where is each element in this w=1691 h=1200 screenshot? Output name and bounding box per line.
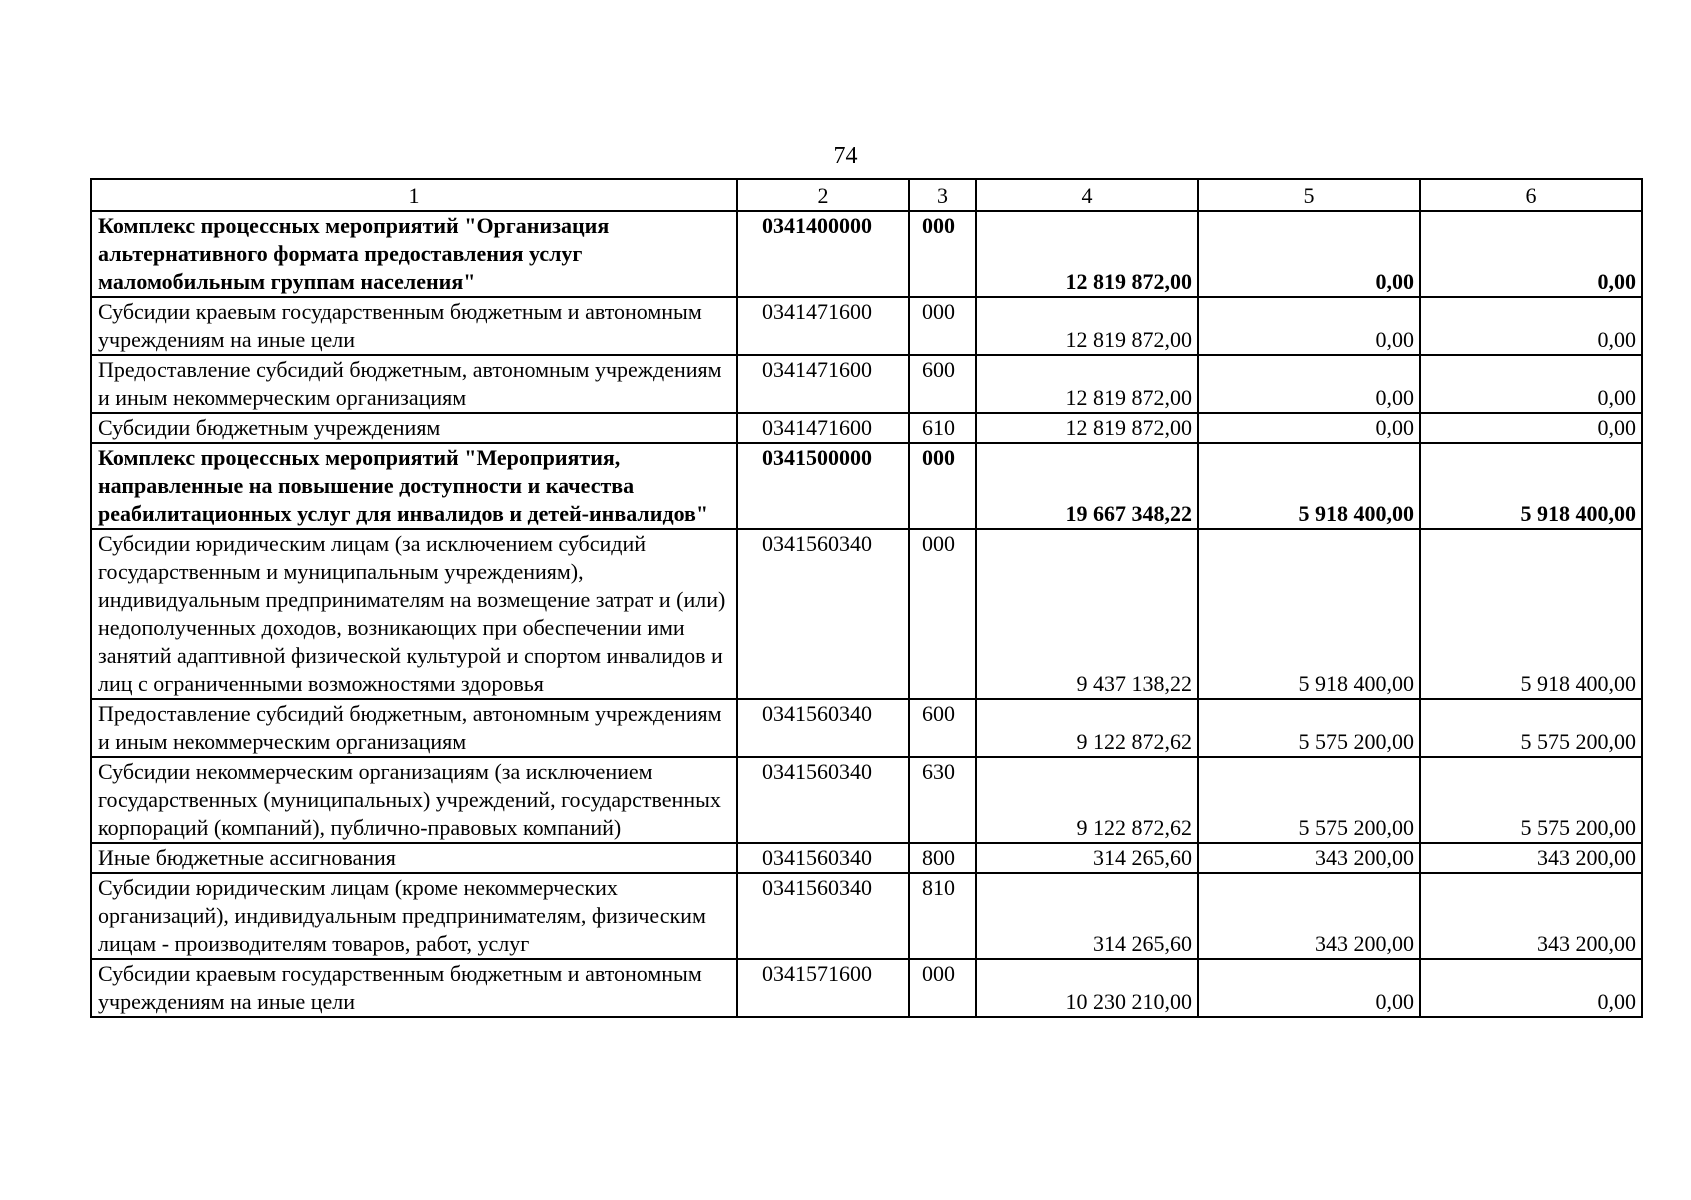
row-name-cell: Предоставление субсидий бюджетным, автономным учреждениям и иным некоммерческим организациям [91,355,737,413]
row-amount-col5-cell: 0,00 [1198,355,1420,413]
row-amount-col6-cell: 0,00 [1420,355,1642,413]
row-amount-col5-cell: 5 918 400,00 [1198,443,1420,529]
row-amount-col6-cell: 0,00 [1420,297,1642,355]
row-expense-type-cell: 000 [909,297,976,355]
row-amount-col4-cell: 314 265,60 [976,843,1198,873]
row-name-cell: Субсидии юридическим лицам (кроме некоммерческих организаций), индивидуальным предпринимателям, физическим лицам - производителям товаров, работ, услуг [91,873,737,959]
table-row [91,873,1642,959]
row-code-cell: 0341400000 [737,211,909,297]
budget-table [90,178,1643,1018]
column-header-1: 1 [91,179,737,211]
row-expense-type-cell: 600 [909,355,976,413]
row-amount-col6-cell: 343 200,00 [1420,843,1642,873]
row-amount-col4-cell: 12 819 872,00 [976,413,1198,443]
row-code-cell: 0341560340 [737,757,909,843]
row-name-cell: Иные бюджетные ассигнования [91,843,737,873]
row-code-cell: 0341560340 [737,873,909,959]
table-row [91,757,1642,843]
row-amount-col6-cell: 0,00 [1420,211,1642,297]
row-expense-type-cell: 800 [909,843,976,873]
row-amount-col5-cell: 343 200,00 [1198,873,1420,959]
row-expense-type-cell: 610 [909,413,976,443]
row-amount-col5-cell: 0,00 [1198,297,1420,355]
row-expense-type-cell: 000 [909,211,976,297]
column-header-5: 5 [1198,179,1420,211]
row-amount-col5-cell: 5 575 200,00 [1198,757,1420,843]
table-row [91,959,1642,1017]
row-amount-col6-cell: 5 918 400,00 [1420,443,1642,529]
row-amount-col4-cell: 19 667 348,22 [976,443,1198,529]
row-amount-col6-cell: 343 200,00 [1420,873,1642,959]
row-amount-col4-cell: 10 230 210,00 [976,959,1198,1017]
row-code-cell: 0341500000 [737,443,909,529]
row-amount-col4-cell: 12 819 872,00 [976,211,1198,297]
row-amount-col6-cell: 5 575 200,00 [1420,699,1642,757]
table-row [91,443,1642,529]
table-row [91,297,1642,355]
row-amount-col4-cell: 9 122 872,62 [976,699,1198,757]
table-row [91,413,1642,443]
column-header-3: 3 [909,179,976,211]
row-name-cell: Комплекс процессных мероприятий "Организация альтернативного формата предоставления услуг маломобильным группам населения" [91,211,737,297]
row-amount-col5-cell: 0,00 [1198,413,1420,443]
row-code-cell: 0341571600 [737,959,909,1017]
row-amount-col5-cell: 343 200,00 [1198,843,1420,873]
row-amount-col5-cell: 5 575 200,00 [1198,699,1420,757]
column-header-6: 6 [1420,179,1642,211]
row-amount-col5-cell: 0,00 [1198,211,1420,297]
table-row [91,529,1642,699]
row-amount-col4-cell: 314 265,60 [976,873,1198,959]
row-amount-col5-cell: 0,00 [1198,959,1420,1017]
column-header-4: 4 [976,179,1198,211]
row-name-cell: Субсидии краевым государственным бюджетным и автономным учреждениям на иные цели [91,297,737,355]
page-number: 74 [833,143,858,169]
row-amount-col4-cell: 9 437 138,22 [976,529,1198,699]
row-amount-col6-cell: 5 575 200,00 [1420,757,1642,843]
row-code-cell: 0341471600 [737,297,909,355]
row-code-cell: 0341560340 [737,843,909,873]
row-name-cell: Предоставление субсидий бюджетным, автономным учреждениям и иным некоммерческим организациям [91,699,737,757]
row-amount-col6-cell: 5 918 400,00 [1420,529,1642,699]
row-name-cell: Субсидии краевым государственным бюджетным и автономным учреждениям на иные цели [91,959,737,1017]
row-amount-col4-cell: 12 819 872,00 [976,297,1198,355]
column-header-2: 2 [737,179,909,211]
row-name-cell: Субсидии юридическим лицам (за исключением субсидий государственным и муниципальным учреждениям), индивидуальным предпринимателям на возмещение затрат и (или) недополученных доходов, возникающих при обеспечении ими занятий адаптивной физической культурой и спортом инвалидов и лиц с ограниченными возможностями здоровья [91,529,737,699]
row-name-cell: Комплекс процессных мероприятий "Мероприятия, направленные на повышение доступности и качества реабилитационных услуг для инвалидов и детей-инвалидов" [91,443,737,529]
row-amount-col4-cell: 12 819 872,00 [976,355,1198,413]
row-name-cell: Субсидии бюджетным учреждениям [91,413,737,443]
row-amount-col6-cell: 0,00 [1420,413,1642,443]
row-code-cell: 0341471600 [737,355,909,413]
row-code-cell: 0341560340 [737,699,909,757]
row-expense-type-cell: 000 [909,443,976,529]
row-expense-type-cell: 630 [909,757,976,843]
row-name-cell: Субсидии некоммерческим организациям (за исключением государственных (муниципальных) учреждений, государственных корпораций (компаний), публично-правовых компаний) [91,757,737,843]
row-expense-type-cell: 000 [909,529,976,699]
row-expense-type-cell: 000 [909,959,976,1017]
table-row [91,355,1642,413]
row-code-cell: 0341560340 [737,529,909,699]
table-row [91,699,1642,757]
row-amount-col6-cell: 0,00 [1420,959,1642,1017]
table-row [91,843,1642,873]
table-row [91,211,1642,297]
row-expense-type-cell: 810 [909,873,976,959]
row-expense-type-cell: 600 [909,699,976,757]
row-amount-col5-cell: 5 918 400,00 [1198,529,1420,699]
table-header-row [91,179,1642,211]
row-code-cell: 0341471600 [737,413,909,443]
row-amount-col4-cell: 9 122 872,62 [976,757,1198,843]
